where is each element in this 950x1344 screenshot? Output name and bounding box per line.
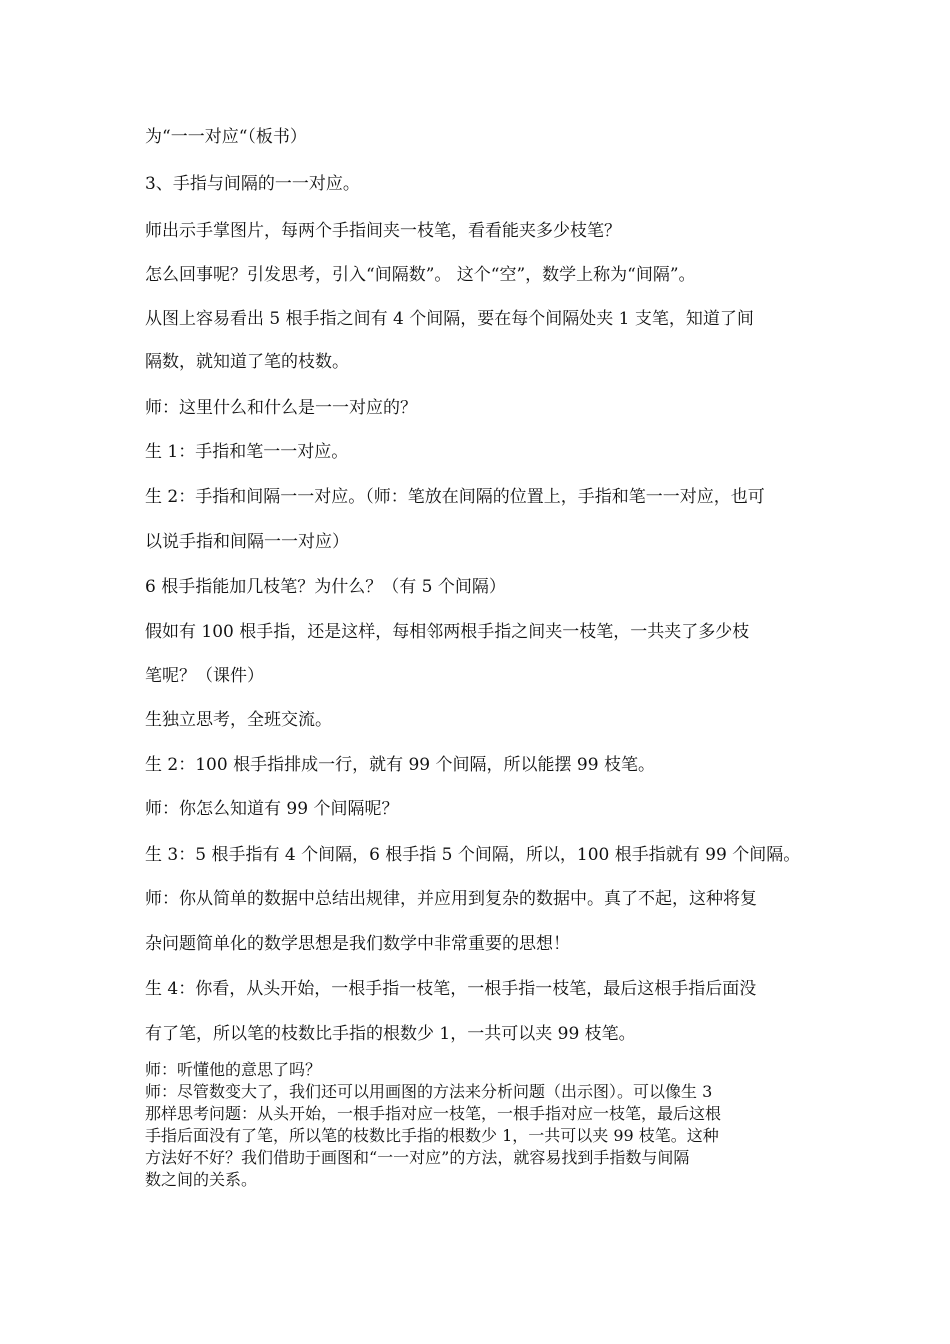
text-line: 假如有 100 根手指，还是这样，每相邻两根手指之间夹一枝笔，一共夹了多少枝 [145, 622, 750, 642]
text-line: 师：尽管数变大了，我们还可以用画图的方法来分析问题（出示图）。可以像生 3 [145, 1082, 713, 1101]
text-line: 数之间的关系。 [145, 1170, 258, 1189]
text-line: 生 3：5 根手指有 4 个间隔，6 根手指 5 个间隔，所以，100 根手指就有 99 个间隔。 [145, 845, 801, 865]
text-line: 为“一一对应“（板书） [145, 127, 307, 147]
text-line: 笔呢？（课件） [145, 666, 264, 686]
text-line: 生 2：手指和间隔一一对应。（师：笔放在间隔的位置上，手指和笔一一对应，也可 [145, 487, 765, 507]
text-line: 师出示手掌图片，每两个手指间夹一枝笔，看看能夹多少枝笔？ [145, 221, 621, 241]
text-line: 生 1：手指和笔一一对应。 [145, 442, 349, 462]
text-line: 有了笔，所以笔的枝数比手指的根数少 1，一共可以夹 99 枝笔。 [145, 1024, 636, 1044]
text-line: 6 根手指能加几枝笔？为什么？（有 5 个间隔） [145, 577, 506, 597]
text-line: 那样思考问题：从头开始，一根手指对应一枝笔，一根手指对应一枝笔，最后这根 [145, 1104, 722, 1123]
text-line: 生 2：100 根手指排成一行，就有 99 个间隔，所以能摆 99 枝笔。 [145, 755, 655, 775]
text-line: 生独立思考，全班交流。 [145, 710, 332, 730]
text-line: 师：你从简单的数据中总结出规律，并应用到复杂的数据中。真了不起，这种将复 [145, 889, 757, 909]
text-line: 方法好不好？我们借助于画图和“一一对应”的方法，就容易找到手指数与间隔 [145, 1148, 690, 1167]
text-line: 3、手指与间隔的一一对应。 [145, 174, 360, 194]
text-line: 师：这里什么和什么是一一对应的？ [145, 398, 417, 418]
text-line: 从图上容易看出 5 根手指之间有 4 个间隔，要在每个间隔处夹 1 支笔，知道了间 [145, 309, 754, 329]
text-line: 手指后面没有了笔，所以笔的枝数比手指的根数少 1，一共可以夹 99 枝笔。这种 [145, 1126, 719, 1145]
text-line: 以说手指和间隔一一对应） [145, 532, 349, 552]
text-line: 隔数，就知道了笔的枝数。 [145, 352, 349, 372]
closing-paragraph [145, 1059, 809, 1191]
text-line: 生 4：你看，从头开始，一根手指一枝笔，一根手指一枝笔，最后这根手指后面没 [145, 979, 757, 999]
text-line: 怎么回事呢？引发思考，引入“间隔数”。 这个“空”，数学上称为“间隔”。 [145, 265, 696, 285]
text-line: 师：你怎么知道有 99 个间隔呢？ [145, 799, 399, 819]
text-line: 杂问题简单化的数学思想是我们数学中非常重要的思想！ [145, 934, 570, 954]
text-line: 师：听懂他的意思了吗？ [145, 1060, 322, 1079]
